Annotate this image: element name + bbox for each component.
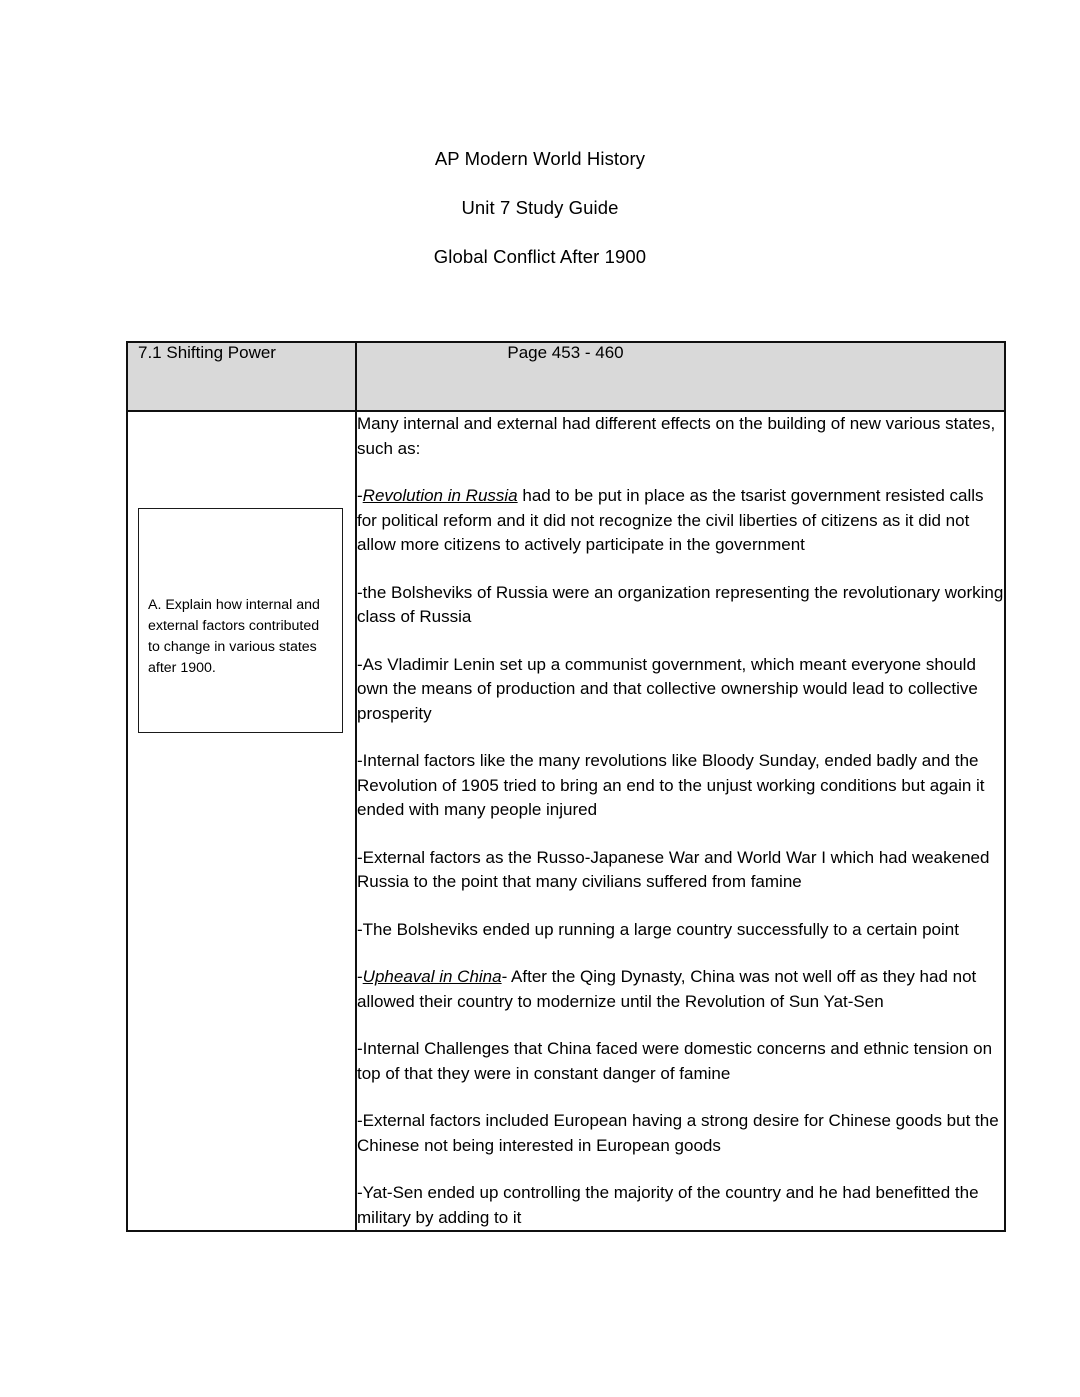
paragraph-body: -Internal factors like the many revolutions like Bloody Sunday, ended badly and the Revolution of 1905 tried to bring an end to the unjust working conditions but again it ended with many people injured bbox=[357, 751, 985, 819]
prompt-text: A. Explain how internal and external factors contributed to change in various states after 1900. bbox=[148, 597, 320, 676]
paragraph-body: -As Vladimir Lenin set up a communist government, which meant everyone should own the means of production and that collective ownership would lead to collective prosperity bbox=[357, 654, 978, 723]
table-header-row bbox=[127, 342, 1005, 411]
notes-paragraph bbox=[357, 653, 1004, 727]
document-title-block bbox=[0, 146, 1080, 270]
table-body-row bbox=[127, 411, 1005, 1231]
notes-paragraph bbox=[357, 484, 1004, 558]
title-line-course: AP Modern World History bbox=[434, 148, 646, 169]
notes-paragraph bbox=[357, 846, 1004, 895]
notes-paragraph bbox=[357, 1181, 1004, 1230]
paragraph-body: -External factors as the Russo-Japanese War and World War I which had weakened Russia to the point that many civilians suffered from famine bbox=[357, 847, 990, 891]
paragraph-body: had to be put in place as the tsarist government resisted calls for political reform and it did not recognize the civil liberties of citizens as it did not allow more citizens to actively participate in the government bbox=[357, 486, 984, 554]
key-term: Revolution in Russia bbox=[362, 486, 518, 505]
body-cell-notes bbox=[356, 411, 1005, 1231]
paragraph-dash: - bbox=[357, 486, 363, 505]
notes-paragraph bbox=[357, 918, 1004, 943]
notes-paragraph bbox=[357, 749, 1004, 823]
key-term: Upheaval in China bbox=[362, 967, 502, 986]
paragraph-body: - After the Qing Dynasty, China was not well off as they had not allowed their country to modernize until the Revolution of Sun Yat-Sen bbox=[357, 967, 977, 1011]
paragraph-body: -Yat-Sen ended up controlling the majority of the country and he had benefitted the military by adding to it bbox=[357, 1183, 979, 1227]
prompt-box bbox=[138, 508, 343, 733]
paragraph-body: -External factors included European having a strong desire for Chinese goods but the Chinese not being interested in European goods bbox=[357, 1111, 999, 1155]
header-cell-pages bbox=[356, 342, 1005, 411]
topic-label: 7.1 Shifting Power bbox=[138, 343, 276, 362]
notes-paragraph bbox=[357, 581, 1004, 630]
notes-paragraph bbox=[357, 965, 1004, 1014]
paragraph-body: -Internal Challenges that China faced were domestic concerns and ethnic tension on top of that they were in constant danger of famine bbox=[357, 1039, 993, 1083]
body-cell-prompt bbox=[127, 411, 356, 1231]
title-line-unit: Unit 7 Study Guide bbox=[461, 197, 619, 218]
paragraph-body: -the Bolsheviks of Russia were an organization representing the revolutionary working class of Russia bbox=[357, 582, 1004, 626]
title-line-theme: Global Conflict After 1900 bbox=[433, 246, 647, 267]
header-cell-topic bbox=[127, 342, 356, 411]
pages-label: Page 453 - 460 bbox=[507, 343, 624, 362]
notes-paragraph bbox=[357, 1037, 1004, 1086]
paragraph-body: -The Bolsheviks ended up running a large country successfully to a certain point bbox=[357, 919, 959, 939]
study-guide-table bbox=[126, 341, 1006, 1232]
paragraph-dash: - bbox=[357, 967, 363, 986]
notes-intro-paragraph: Many internal and external had different effects on the building of new various states, such as: bbox=[357, 414, 996, 458]
notes-paragraph bbox=[357, 1109, 1004, 1158]
